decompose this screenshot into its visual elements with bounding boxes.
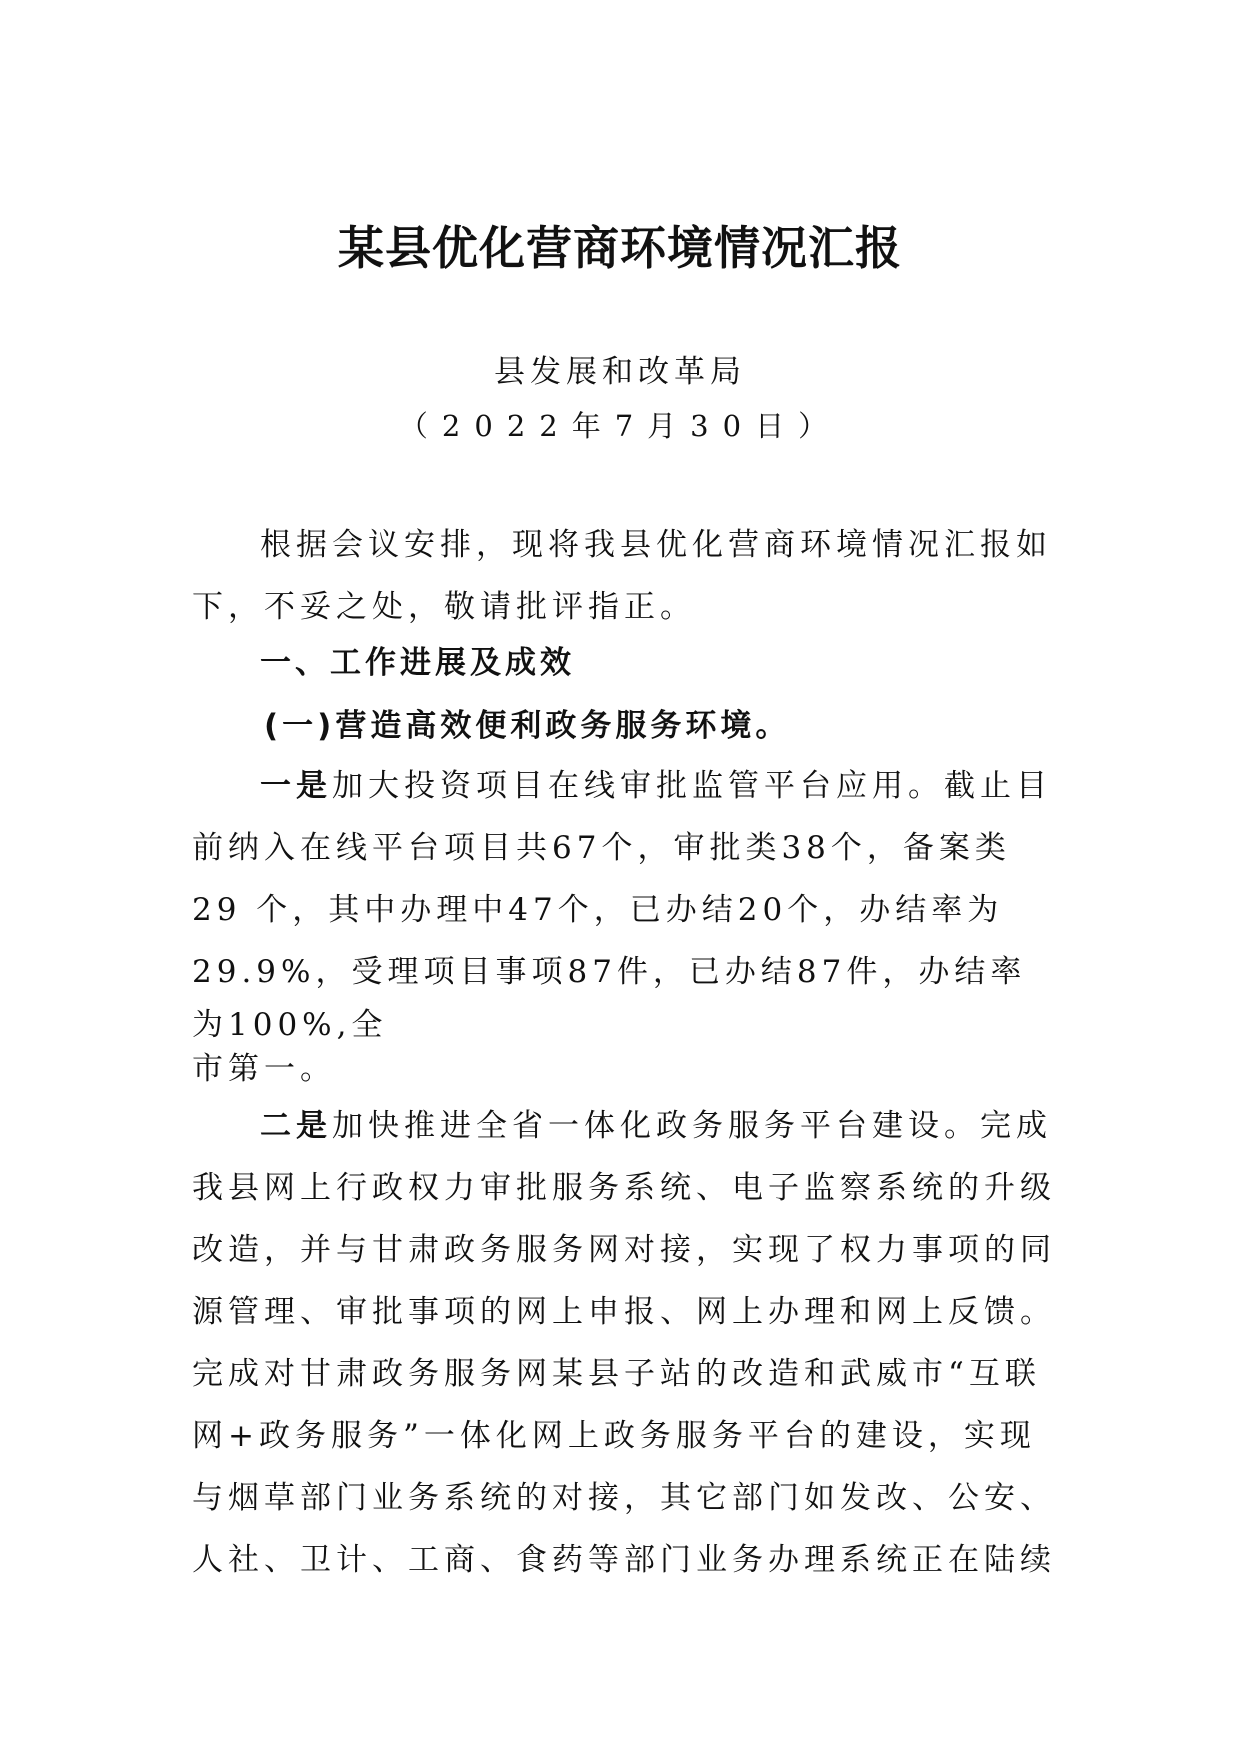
item1-line-5: 为100%,全 bbox=[192, 1007, 388, 1043]
item2-line-1-rest: 加快推进全省一体化政务服务平台建设。完成 bbox=[332, 1108, 1052, 1144]
item1-line-3: 29 个，其中办理中47个，已办结20个，办结率为 bbox=[192, 892, 1004, 928]
item1-line-4: 29.9%，受理项目事项87件，已办结87件，办结率 bbox=[192, 954, 1027, 990]
item1-line-1 bbox=[192, 755, 1052, 817]
item1-line-2: 前纳入在线平台项目共67个，审批类38个，备案类 bbox=[192, 830, 1011, 866]
intro-paragraph bbox=[192, 514, 1052, 638]
item1-lead: 一是 bbox=[260, 768, 332, 804]
item2-line-5: 完成对甘肃政务服务网某县子站的改造和武威市“互联 bbox=[192, 1356, 1041, 1392]
item2-paragraph bbox=[192, 1095, 1056, 1591]
item2-line-7: 与烟草部门业务系统的对接，其它部门如发改、公安、 bbox=[192, 1480, 1056, 1516]
item2-line-1 bbox=[192, 1095, 1052, 1157]
item2-lead: 二是 bbox=[260, 1108, 332, 1144]
document-title: 某县优化营商环境情况汇报 bbox=[338, 221, 902, 275]
item1-paragraph bbox=[192, 755, 1052, 1091]
item2-line-3: 改造，并与甘肃政务服务网对接，实现了权力事项的同 bbox=[192, 1232, 1056, 1268]
item1-line-1-rest: 加大投资项目在线审批监管平台应用。截止目 bbox=[332, 768, 1052, 804]
item1-line-6: 市第一。 bbox=[192, 1051, 336, 1087]
document-date: （2022年7月30日） bbox=[398, 409, 842, 443]
item2-line-2: 我县网上行政权力审批服务系统、电子监察系统的升级 bbox=[192, 1170, 1056, 1206]
subsection-heading: (一)营造高效便利政务服务环境。 bbox=[264, 708, 791, 744]
department-name: 县发展和改革局 bbox=[494, 354, 746, 390]
item2-line-8: 人社、卫计、工商、食药等部门业务办理系统正在陆续 bbox=[192, 1542, 1056, 1578]
item2-line-4: 源管理、审批事项的网上申报、网上办理和网上反馈。 bbox=[192, 1294, 1056, 1330]
intro-line-1: 根据会议安排，现将我县优化营商环境情况汇报如 bbox=[260, 527, 1052, 563]
section-heading: 一、工作进展及成效 bbox=[260, 645, 575, 681]
intro-line-2: 下，不妥之处，敬请批评指正。 bbox=[192, 589, 696, 625]
item2-line-6: 网+政务服务”一体化网上政务服务平台的建设，实现 bbox=[192, 1418, 1036, 1454]
